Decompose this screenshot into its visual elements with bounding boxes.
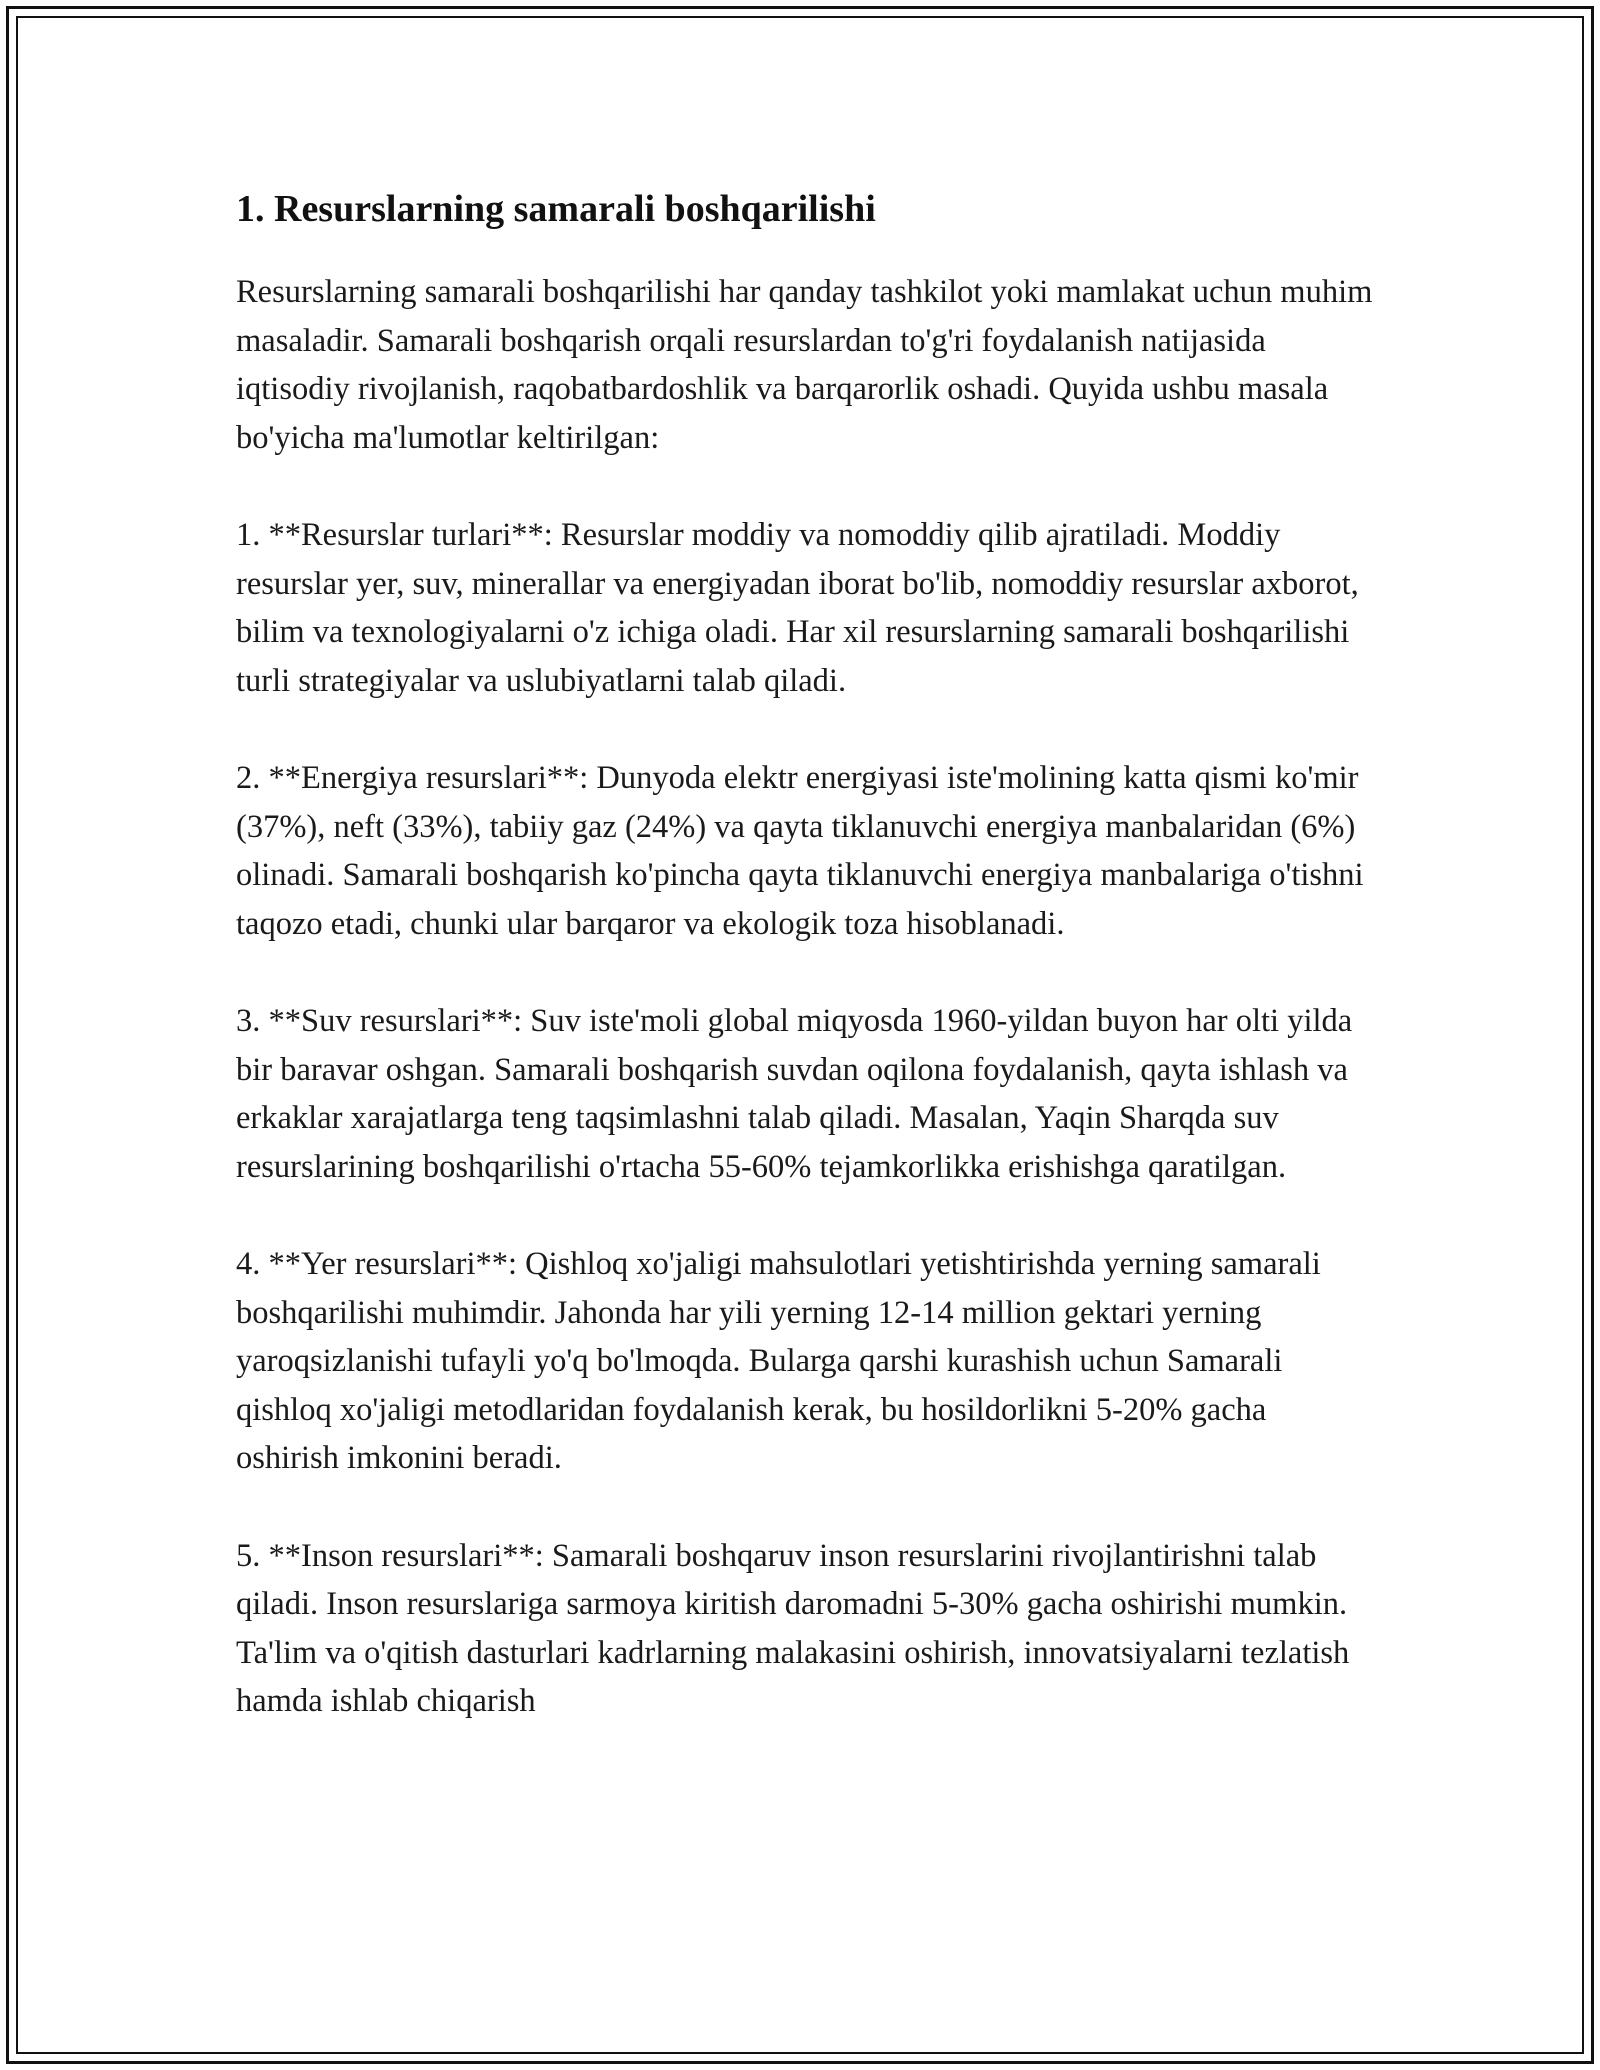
energy-resources-paragraph: 2. **Energiya resurslari**: Dunyoda elektr energiyasi iste'molining katta qismi ko'mir (37%), neft (33%), tabiiy gaz (24%) va qayta tiklanuvchi energiya manbalaridan (6%) olinadi. Samarali boshqarish ko'pincha qayta tiklanuvchi energiya manbalariga o'tishni taqozo etadi, chunki ular barqaror va ekologik toza hisoblanadi. xyxy=(236,760,1364,942)
document-body xyxy=(236,186,1376,1775)
resource-types-paragraph: 1. **Resurslar turlari**: Resurslar moddiy va nomoddiy qilib ajratiladi. Moddiy resurslar yer, suv, minerallar va energiyadan iborat bo'lib, nomoddiy resurslar axborot, bilim va texnologiyalarni o'z ichiga oladi. Har xil resurslarning samarali boshqarilishi turli strategiyalar va uslubiyatlarni talab qiladi. xyxy=(236,517,1359,699)
water-resources-paragraph: 3. **Suv resurslari**: Suv iste'moli global miqyosda 1960-yildan buyon har olti yilda bir baravar oshgan. Samarali boshqarish suvdan oqilona foydalanish, qayta ishlash va erkaklar xarajatlarga teng taqsimlashni talab qiladi. Masalan, Yaqin Sharqda suv resurslarining boshqarilishi o'rtacha 55-60% tejamkorlikka erishishga qaratilgan. xyxy=(236,1003,1353,1185)
document-heading: 1. Resurslarning samarali boshqarilishi xyxy=(236,188,876,230)
human-resources-paragraph: 5. **Inson resurslari**: Samarali boshqaruv inson resurslarini rivojlantirishni talab qiladi. Inson resurslariga sarmoya kiritish daromadni 5-30% gacha oshirishi mumkin. Ta'lim va o'qitish dasturlari kadrlarning malakasini oshirish, innovatsiyalarni tezlatish hamda ishlab chiqarish xyxy=(236,1537,1350,1719)
land-resources-paragraph: 4. **Yer resurslari**: Qishloq xo'jaligi mahsulotlari yetishtirishda yerning samarali boshqarilishi muhimdir. Jahonda har yili yerning 12-14 million gektari yerning yaroqsizlanishi tufayli yo'q bo'lmoqda. Bularga qarshi kurashish uchun Samarali qishloq xo'jaligi metodlaridan foydalanish kerak, bu hosildorlikni 5-20% gacha oshirish imkonini beradi. xyxy=(236,1246,1321,1476)
intro-paragraph: Resurslarning samarali boshqarilishi har qanday tashkilot yoki mamlakat uchun muhim masaladir. Samarali boshqarish orqali resurslardan to'g'ri foydalanish natijasida iqtisodiy rivojlanish, raqobatbardoshlik va barqarorlik oshadi. Quyida ushbu masala bo'yicha ma'lumotlar keltirilgan: xyxy=(236,274,1373,456)
